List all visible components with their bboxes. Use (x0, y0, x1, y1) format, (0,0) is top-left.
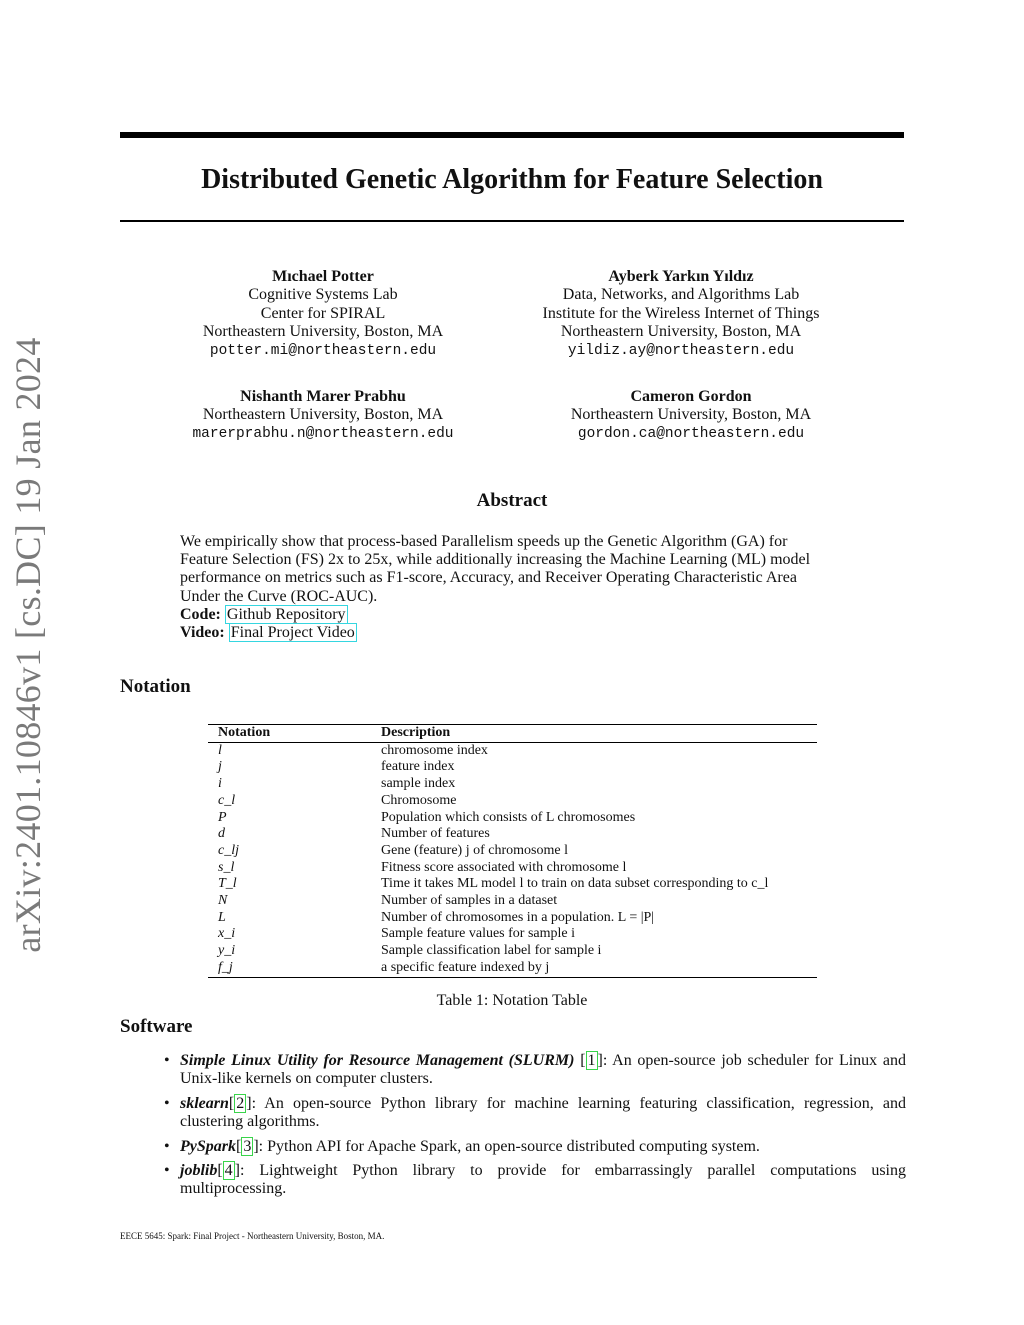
author-affiliation: Northeastern University, Boston, MA (202, 406, 444, 424)
notation-description: Gene (feature) j of chromosome l (381, 842, 568, 858)
notation-description: Time it takes ML model l to train on data subset corresponding to c_l (381, 876, 769, 892)
author-block (173, 388, 473, 443)
video-label: Video: (180, 624, 225, 642)
github-repository-link[interactable]: Github Repository (226, 605, 346, 623)
notation-symbol: d (218, 826, 225, 842)
table-row (208, 910, 817, 927)
paper-title: Distributed Genetic Algorithm for Feature Selection (201, 164, 823, 195)
table-row (208, 776, 817, 793)
software-description: : An open-source job scheduler for Linux and Unix-like kernels on computer clusters. (180, 1052, 907, 1088)
software-item (160, 1052, 906, 1089)
notation-symbol: i (218, 776, 222, 792)
table-row (208, 893, 817, 910)
software-name: joblib (180, 1162, 218, 1180)
notation-symbol: P (218, 809, 227, 825)
notation-description: Number of samples in a dataset (381, 893, 558, 909)
author-block (511, 268, 851, 360)
author-affiliation: Northeastern University, Boston, MA (202, 323, 444, 341)
notation-description: Sample feature values for sample i (381, 926, 575, 942)
citation-number[interactable]: 3 (243, 1137, 252, 1155)
author-affiliation: Institute for the Wireless Internet of Things (542, 304, 820, 322)
final-project-video-link[interactable]: Final Project Video (230, 624, 355, 642)
citation-link[interactable]: [ 2 ] (228, 1094, 252, 1112)
table-row (208, 759, 817, 776)
software-description: : Python API for Apache Spark, an open-source distributed computing system. (258, 1137, 760, 1155)
software-heading: Software (120, 1016, 193, 1037)
notation-symbol: c_l (218, 792, 236, 808)
notation-symbol: x_i (218, 926, 236, 942)
notation-heading: Notation (120, 676, 191, 697)
notation-symbol: y_i (218, 943, 236, 959)
author-email[interactable]: yildiz.ay@northeastern.edu (567, 342, 795, 359)
author-block (173, 268, 473, 360)
citation-number[interactable]: 1 (587, 1052, 596, 1069)
notation-description: Fitness score associated with chromosome l (381, 859, 627, 875)
abstract-body (180, 533, 844, 642)
title-bottom-rule (120, 220, 904, 222)
software-item (160, 1138, 906, 1156)
table-row (208, 826, 817, 843)
notation-description: Number of features (381, 826, 490, 842)
software-name: PySpark (180, 1137, 236, 1155)
author-email[interactable]: potter.mi@northeastern.edu (209, 342, 437, 359)
notation-symbol: l (218, 742, 222, 758)
notation-symbol: c_lj (218, 842, 239, 858)
notation-description: sample index (381, 776, 456, 792)
title-top-rule (120, 132, 904, 138)
notation-symbol: s_l (218, 859, 235, 875)
notation-table (208, 724, 817, 978)
notation-symbol: T_l (218, 876, 237, 892)
notation-description: feature index (381, 759, 455, 775)
notation-description: chromosome index (381, 742, 488, 758)
column-header: Notation (218, 725, 271, 740)
abstract-line: Under the Curve (ROC-AUC). (180, 587, 378, 605)
software-name: sklearn (180, 1094, 229, 1112)
abstract-heading: Abstract (476, 490, 548, 511)
author-name: Nishanth Marer Prabhu (240, 388, 406, 405)
table-row (208, 943, 817, 960)
software-description: : An open-source Python library for machine learning featuring classification, regression, and clustering algorithms. (180, 1094, 906, 1131)
table-row (208, 810, 817, 827)
citation-link[interactable]: [ 1 ] (580, 1052, 603, 1069)
video-line (180, 624, 844, 642)
notation-symbol: L (218, 909, 226, 925)
table-header-row (208, 725, 817, 743)
author-email[interactable]: marerprabhu.n@northeastern.edu (192, 425, 454, 442)
table-row (208, 926, 817, 943)
citation-link[interactable]: [ 3 ] (236, 1137, 259, 1155)
code-line (180, 606, 844, 624)
software-description: : Lightweight Python library to provide for embarrassingly parallel computations using multiprocessing. (180, 1162, 906, 1198)
author-affiliation: Northeastern University, Boston, MA (570, 406, 812, 424)
author-affiliation: Center for SPIRAL (260, 304, 386, 322)
table-row (208, 843, 817, 860)
citation-number[interactable]: 4 (224, 1162, 233, 1180)
author-affiliation: Northeastern University, Boston, MA (560, 323, 802, 341)
author-email[interactable]: gordon.ca@northeastern.edu (577, 425, 805, 442)
author-name: Ayberk Yarkın Yıldız (608, 268, 754, 285)
abstract-line: performance on metrics such as F1-score, Accuracy, and Receiver Operating Characteristic Area (180, 569, 797, 587)
table-row (208, 960, 817, 977)
column-header: Description (381, 725, 451, 740)
notation-description: Number of chromosomes in a population. L = |P| (381, 909, 655, 925)
software-item (160, 1095, 906, 1132)
abstract-line: Feature Selection (FS) 2x to 25x, while additionally increasing the Machine Learning (ML) model (180, 551, 811, 569)
table-row (208, 876, 817, 893)
author-name: Mıchael Potter (272, 268, 374, 285)
page-footer: EECE 5645: Spark: Final Project - Northeastern University, Boston, MA. (120, 1231, 385, 1241)
author-name: Cameron Gordon (630, 388, 752, 405)
author-block (511, 388, 871, 443)
table-row (208, 793, 817, 810)
software-list (160, 1052, 906, 1205)
notation-description: a specific feature indexed by j (381, 959, 550, 975)
code-label: Code: (180, 605, 221, 623)
software-item (160, 1162, 906, 1199)
table-row (208, 742, 817, 759)
author-affiliation: Cognitive Systems Lab (248, 286, 398, 304)
notation-symbol: N (218, 893, 228, 909)
abstract-line: We empirically show that process-based Parallelism speeds up the Genetic Algorithm (GA) for (180, 533, 788, 550)
software-name: Simple Linux Utility for Resource Management (SLURM) (180, 1052, 575, 1069)
notation-description: Chromosome (381, 792, 457, 808)
table-row (208, 860, 817, 877)
notation-symbol: f_j (218, 959, 233, 975)
table-caption: Table 1: Notation Table (436, 992, 588, 1009)
arxiv-identifier: arXiv:2401.10846v1 [cs.DC] 19 Jan 2024 (8, 337, 48, 953)
notation-description: Sample classification label for sample i (381, 943, 602, 959)
citation-link[interactable]: [ 4 ] (217, 1162, 240, 1180)
notation-symbol: j (218, 759, 222, 775)
author-affiliation: Data, Networks, and Algorithms Lab (562, 286, 800, 304)
notation-description: Population which consists of L chromosomes (381, 809, 636, 825)
citation-number[interactable]: 2 (236, 1094, 245, 1112)
